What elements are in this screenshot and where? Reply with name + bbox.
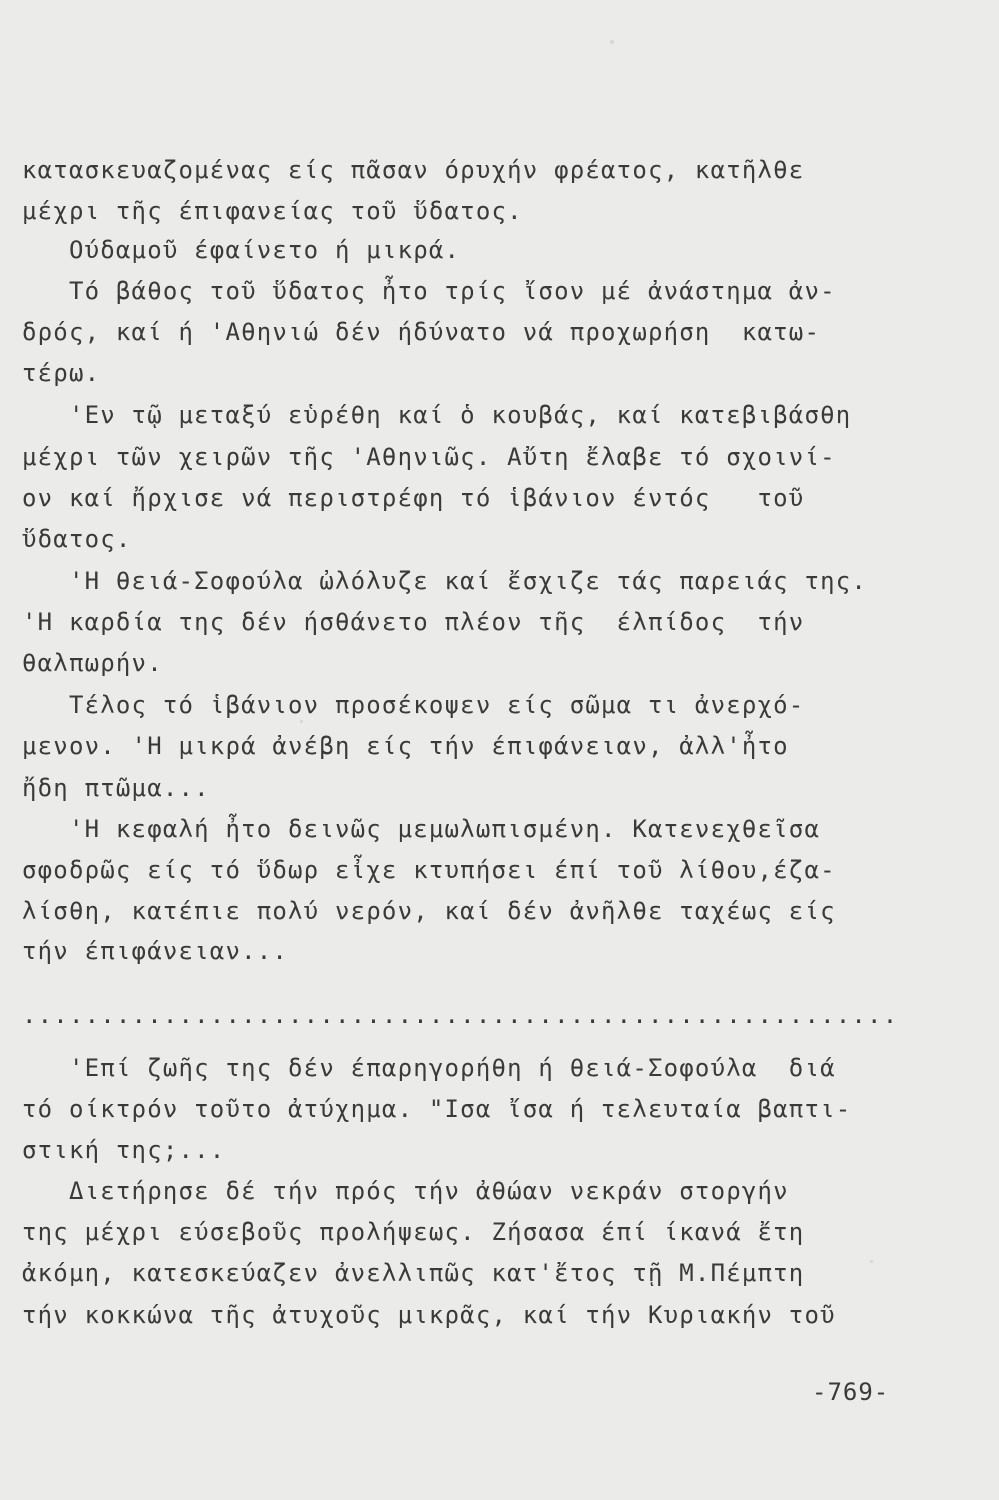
text-line: ἤδη πτῶμα...: [22, 774, 210, 802]
text-line: σφοδρῶς είς τό ὕδωρ εἶχε κτυπήσει έπί τοῦ λίθου,έζα-: [22, 856, 836, 884]
text-line: της μέχρι εύσεβοῦς προλήψεως. Ζήσασα έπί ίκανά ἔτη: [22, 1218, 805, 1246]
text-line: λίσθη, κατέπιε πολύ νερόν, καί δέν ἀνῆλθε ταχέως είς: [22, 897, 836, 925]
text-line: ........................................................: [22, 1001, 899, 1029]
text-line: ον καί ἤρχισε νά περιστρέφη τό ἱβάνιον έντός τοῦ: [22, 484, 805, 512]
text-line: Ούδαμοῦ έφαίνετο ή μικρά.: [22, 236, 461, 264]
text-line: 'Η καρδία της δέν ήσθάνετο πλέον τῆς έλπίδος τήν: [22, 608, 805, 636]
text-line: ὕδατος.: [22, 525, 132, 553]
text-line: μενον. 'Η μικρά ἀνέβη είς τήν έπιφάνειαν, ἀλλ'ἦτο: [22, 732, 789, 760]
text-line: ἀκόμη, κατεσκεύαζεν ἀνελλιπῶς κατ'ἔτος τῇ Μ.Πέμπτη: [22, 1259, 805, 1287]
text-line: 'Εν τῷ μεταξύ εὑρέθη καί ὁ κουβάς, καί κατεβιβάσθη: [22, 401, 852, 429]
paper-speck: [870, 1260, 873, 1263]
text-line: Τέλος τό ἱβάνιον προσέκοψεν είς σῶμα τι ἀνερχό-: [22, 691, 805, 719]
text-line: μέχρι τῶν χειρῶν τῆς 'Αθηνιῶς. Αὔτη ἔλαβε τό σχοινί-: [22, 443, 836, 471]
text-line: 'Η κεφαλή ἦτο δεινῶς μεμωλωπισμένη. Κατενεχθεῖσα: [22, 815, 821, 843]
text-line: τήν έπιφάνειαν...: [22, 937, 289, 965]
text-line: στική της;...: [22, 1136, 226, 1164]
text-line: 'Η θειά-Σοφούλα ὠλόλυζε καί ἔσχιζε τάς παρειάς της.: [22, 567, 868, 595]
text-line: 'Επί ζωῆς της δέν έπαρηγορήθη ή θειά-Σοφούλα διά: [22, 1054, 836, 1082]
text-line: Τό βάθος τοῦ ὕδατος ἦτο τρίς ἴσον μέ ἀνάστημα ἀν-: [22, 277, 836, 305]
text-line: δρός, καί ή 'Αθηνιώ δέν ήδύνατο νά προχωρήση κατω-: [22, 318, 821, 346]
text-line: θαλπωρήν.: [22, 649, 163, 677]
paper-speck: [610, 40, 614, 44]
text-line: τήν κοκκώνα τῆς ἀτυχοῦς μικρᾶς, καί τήν Κυριακήν τοῦ: [22, 1301, 836, 1329]
text-line: τό οίκτρόν τοῦτο ἀτύχημα. "Ισα ἴσα ή τελευταία βαπτι-: [22, 1095, 852, 1123]
text-line: κατασκευαζομένας είς πᾶσαν όρυχήν φρέατος, κατῆλθε: [22, 156, 805, 184]
paper-speck: [300, 720, 303, 723]
text-line: Διετήρησε δέ τήν πρός τήν ἀθώαν νεκράν στοργήν: [22, 1177, 789, 1205]
text-line: τέρω.: [22, 359, 101, 387]
page-number: -769-: [812, 1378, 890, 1406]
text-line: μέχρι τῆς έπιφανείας τοῦ ὕδατος.: [22, 197, 523, 225]
